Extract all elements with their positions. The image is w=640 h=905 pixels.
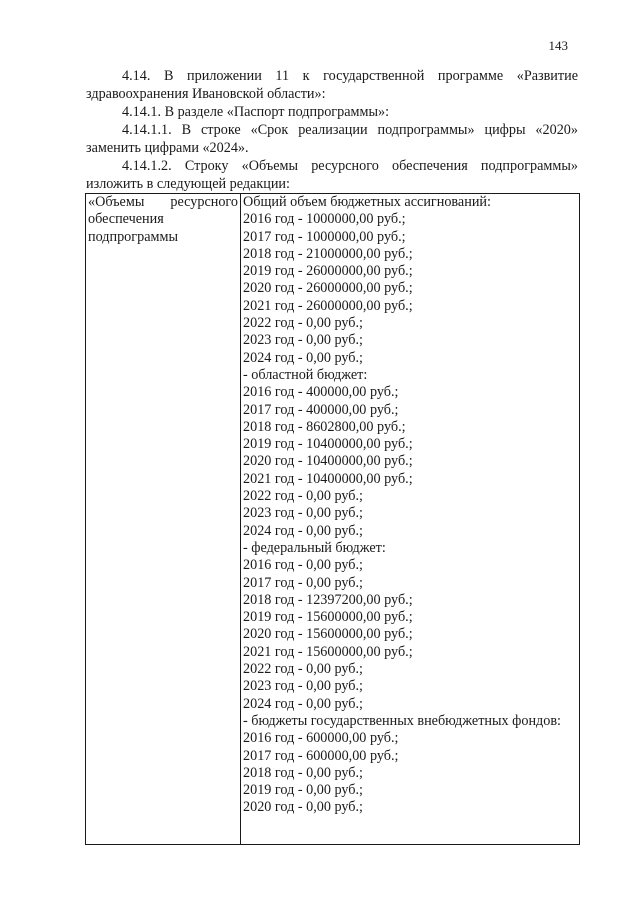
row-label-cell: «Объемы ресурсного обеспечения подпрограммы [86, 194, 241, 845]
page-number: 143 [548, 38, 568, 53]
budget-line: 2019 год - 0,00 руб.; [243, 782, 364, 799]
paragraph-4-14: 4.14. В приложении 11 к государственной программе «Развитие здравоохранения Ивановской области»: [86, 68, 578, 102]
budget-line: 2016 год - 400000,00 руб.; [243, 384, 399, 401]
budget-line: 2020 год - 0,00 руб.; [243, 799, 364, 816]
budget-line: 2024 год - 0,00 руб.; [243, 522, 364, 539]
budget-line: 2022 год - 0,00 руб.; [243, 488, 364, 505]
budget-line: 2017 год - 0,00 руб.; [243, 574, 364, 591]
budget-line: 2022 год - 0,00 руб.; [243, 661, 364, 678]
subprogram-passport-table [85, 193, 580, 845]
budget-line: Общий объем бюджетных ассигнований: [243, 194, 491, 210]
budget-line: 2023 год - 0,00 руб.; [243, 678, 364, 695]
table-row [86, 194, 580, 845]
budget-line: - областной бюджет: [243, 366, 368, 383]
budget-line: 2024 год - 0,00 руб.; [243, 349, 364, 366]
budget-line: 2018 год - 21000000,00 руб.; [243, 245, 413, 262]
budget-line: 2023 год - 0,00 руб.; [243, 332, 364, 349]
budget-line: 2016 год - 0,00 руб.; [243, 557, 364, 574]
budget-line: 2022 год - 0,00 руб.; [243, 315, 364, 332]
budget-line: 2016 год - 1000000,00 руб.; [243, 211, 406, 228]
budget-line: 2020 год - 26000000,00 руб.; [243, 280, 413, 297]
budget-line: 2021 год - 10400000,00 руб.; [243, 470, 413, 487]
budget-line: 2016 год - 600000,00 руб.; [243, 730, 399, 747]
budget-line: 2017 год - 600000,00 руб.; [243, 747, 399, 764]
budget-line: 2021 год - 26000000,00 руб.; [243, 297, 413, 314]
budget-line: 2017 год - 400000,00 руб.; [243, 401, 399, 418]
budget-line: 2020 год - 10400000,00 руб.; [243, 453, 413, 470]
budget-line: - бюджеты государственных внебюджетных фондов: [243, 712, 561, 729]
paragraph-4-14-1: 4.14.1. В разделе «Паспорт подпрограммы»: [122, 104, 390, 120]
document-body [86, 67, 578, 193]
budget-line: 2021 год - 15600000,00 руб.; [243, 643, 413, 660]
paragraph-4-14-1-1: 4.14.1.1. В строке «Срок реализации подпрограммы» цифры «2020» заменить цифрами «2024». [86, 122, 578, 156]
budget-line: 2017 год - 1000000,00 руб.; [243, 228, 406, 245]
row-value-cell [241, 194, 580, 845]
paragraph-4-14-1-2: 4.14.1.2. Строку «Объемы ресурсного обеспечения подпрограммы» изложить в следующей редакции: [86, 158, 578, 192]
budget-line: 2019 год - 26000000,00 руб.; [243, 263, 413, 280]
budget-line: 2018 год - 12397200,00 руб.; [243, 591, 413, 608]
budget-line: 2019 год - 10400000,00 руб.; [243, 436, 413, 453]
budget-line: 2019 год - 15600000,00 руб.; [243, 609, 413, 626]
budget-line: 2020 год - 15600000,00 руб.; [243, 626, 413, 643]
budget-line: 2018 год - 0,00 руб.; [243, 764, 364, 781]
budget-line: 2023 год - 0,00 руб.; [243, 505, 364, 522]
budget-line: 2018 год - 8602800,00 руб.; [243, 418, 406, 435]
budget-line: 2024 год - 0,00 руб.; [243, 695, 364, 712]
budget-line: - федеральный бюджет: [243, 539, 386, 556]
